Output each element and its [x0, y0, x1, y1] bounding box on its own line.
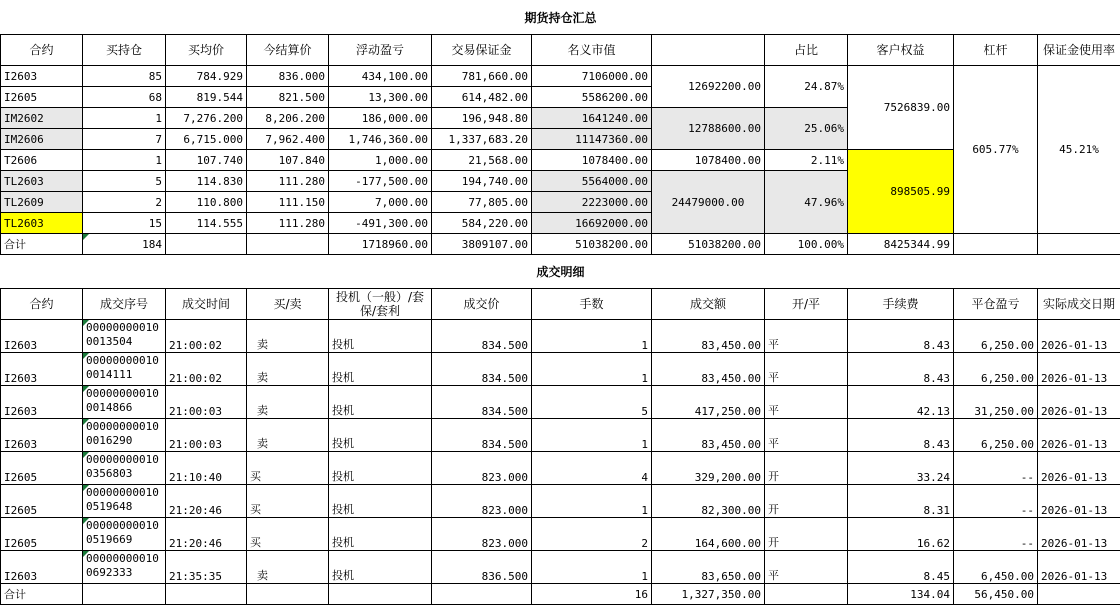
equity-cell: 7526839.00: [848, 66, 954, 150]
empty-cell: [83, 584, 166, 605]
type-cell: 投机: [329, 386, 432, 419]
contract-cell: I2605: [1, 87, 83, 108]
contract-cell: T2606: [1, 150, 83, 171]
side-cell: 买: [247, 518, 329, 551]
notional-cell: 1641240.00: [532, 108, 652, 129]
fee-cell: 8.43: [848, 320, 954, 353]
avg-cell: 784.929: [166, 66, 247, 87]
qty-cell: 1: [83, 150, 166, 171]
pnl-cell: 6,250.00: [954, 320, 1038, 353]
col-header: 平仓盈亏: [954, 289, 1038, 320]
contract-cell: I2605: [1, 485, 83, 518]
total-row: [1, 234, 1120, 255]
group-ratio: 2.11%: [765, 150, 848, 171]
qty-cell: 85: [83, 66, 166, 87]
col-header: 买均价: [166, 35, 247, 66]
col-header: 成交序号: [83, 289, 166, 320]
pnl-cell: 6,250.00: [954, 419, 1038, 452]
col-header: 浮动盈亏: [329, 35, 432, 66]
col-header: 杠杆: [954, 35, 1038, 66]
contract-cell: IM2606: [1, 129, 83, 150]
contract-cell: I2603: [1, 551, 83, 584]
margin-cell: 196,948.80: [432, 108, 532, 129]
lots-cell: 4: [532, 452, 652, 485]
col-header: 手续费: [848, 289, 954, 320]
amount-cell: 83,450.00: [652, 419, 765, 452]
time-cell: 21:35:35: [166, 551, 247, 584]
col-header: 投机（一般）/套保/套利: [329, 289, 432, 320]
price-cell: 823.000: [432, 485, 532, 518]
total-amount: 1,327,350.00: [652, 584, 765, 605]
fee-cell: 42.13: [848, 386, 954, 419]
contract-cell: I2603: [1, 320, 83, 353]
amount-cell: 83,450.00: [652, 353, 765, 386]
lots-cell: 5: [532, 386, 652, 419]
table-row: [1, 419, 1120, 452]
pnl-cell: -177,500.00: [329, 171, 432, 192]
deals-table: [0, 255, 1120, 605]
side-cell: 卖: [247, 386, 329, 419]
avg-cell: 114.555: [166, 213, 247, 234]
margin-cell: 194,740.00: [432, 171, 532, 192]
qty-cell: 15: [83, 213, 166, 234]
margin-cell: 1,337,683.20: [432, 129, 532, 150]
fee-cell: 8.45: [848, 551, 954, 584]
fee-cell: 8.43: [848, 419, 954, 452]
settle-cell: 8,206.200: [247, 108, 329, 129]
oc-cell: 平: [765, 320, 848, 353]
empty-cell: [166, 234, 247, 255]
amount-cell: 164,600.00: [652, 518, 765, 551]
total-fee: 134.04: [848, 584, 954, 605]
pnl-cell: --: [954, 518, 1038, 551]
type-cell: 投机: [329, 452, 432, 485]
amount-cell: 83,450.00: [652, 320, 765, 353]
pnl-cell: 31,250.00: [954, 386, 1038, 419]
price-cell: 834.500: [432, 353, 532, 386]
empty-cell: [166, 584, 247, 605]
total-ratio: 100.00%: [765, 234, 848, 255]
notional-cell: 2223000.00: [532, 192, 652, 213]
settle-cell: 821.500: [247, 87, 329, 108]
notional-cell: 5564000.00: [532, 171, 652, 192]
col-header: 客户权益: [848, 35, 954, 66]
margin-cell: 77,805.00: [432, 192, 532, 213]
table-row: [1, 150, 1120, 171]
col-header: [652, 35, 765, 66]
date-cell: 2026-01-13: [1038, 353, 1120, 386]
pnl-cell: --: [954, 452, 1038, 485]
total-lots: 16: [532, 584, 652, 605]
seq-cell: 000000000100014111: [83, 353, 166, 386]
date-cell: 2026-01-13: [1038, 518, 1120, 551]
contract-cell: I2603: [1, 419, 83, 452]
empty-cell: [247, 234, 329, 255]
avg-cell: 107.740: [166, 150, 247, 171]
settle-cell: 836.000: [247, 66, 329, 87]
settle-cell: 111.280: [247, 171, 329, 192]
group-ratio: 25.06%: [765, 108, 848, 150]
col-header: 合约: [1, 289, 83, 320]
group-ratio: 47.96%: [765, 171, 848, 234]
empty-cell: [432, 584, 532, 605]
total-pnl: 1718960.00: [329, 234, 432, 255]
side-cell: 买: [247, 452, 329, 485]
empty-cell: [765, 584, 848, 605]
contract-cell: TL2603: [1, 213, 83, 234]
col-header: 买持仓: [83, 35, 166, 66]
total-notional: 51038200.00: [532, 234, 652, 255]
pnl-cell: --: [954, 485, 1038, 518]
fee-cell: 33.24: [848, 452, 954, 485]
amount-cell: 82,300.00: [652, 485, 765, 518]
positions-title: 期货持仓汇总: [1, 0, 1120, 35]
date-cell: 2026-01-13: [1038, 485, 1120, 518]
settle-cell: 7,962.400: [247, 129, 329, 150]
price-cell: 834.500: [432, 419, 532, 452]
seq-cell: 000000000100519648: [83, 485, 166, 518]
avg-cell: 6,715.000: [166, 129, 247, 150]
table-row: [1, 452, 1120, 485]
seq-cell: 000000000100016290: [83, 419, 166, 452]
amount-cell: 417,250.00: [652, 386, 765, 419]
col-header: 保证金使用率: [1038, 35, 1120, 66]
oc-cell: 平: [765, 353, 848, 386]
table-row: [1, 66, 1120, 87]
time-cell: 21:20:46: [166, 485, 247, 518]
time-cell: 21:00:02: [166, 320, 247, 353]
col-header: 手数: [532, 289, 652, 320]
seq-cell: 000000000100692333: [83, 551, 166, 584]
lots-cell: 1: [532, 551, 652, 584]
lots-cell: 1: [532, 485, 652, 518]
table-row: [1, 320, 1120, 353]
price-cell: 823.000: [432, 452, 532, 485]
col-header: 成交价: [432, 289, 532, 320]
col-header: 名义市值: [532, 35, 652, 66]
lots-cell: 1: [532, 320, 652, 353]
lots-cell: 1: [532, 353, 652, 386]
qty-cell: 68: [83, 87, 166, 108]
contract-cell: I2605: [1, 452, 83, 485]
seq-cell: 000000000100356803: [83, 452, 166, 485]
contract-cell: TL2609: [1, 192, 83, 213]
col-header: 成交时间: [166, 289, 247, 320]
contract-cell: I2605: [1, 518, 83, 551]
settle-cell: 107.840: [247, 150, 329, 171]
pnl-cell: 13,300.00: [329, 87, 432, 108]
avg-cell: 110.800: [166, 192, 247, 213]
empty-cell: [247, 584, 329, 605]
col-header: 今结算价: [247, 35, 329, 66]
col-header: 合约: [1, 35, 83, 66]
fee-cell: 16.62: [848, 518, 954, 551]
empty-cell: [329, 584, 432, 605]
contract-cell: I2603: [1, 353, 83, 386]
group-subtotal: 12692200.00: [652, 66, 765, 108]
notional-cell: 7106000.00: [532, 66, 652, 87]
side-cell: 卖: [247, 419, 329, 452]
table-row: [1, 551, 1120, 584]
price-cell: 834.500: [432, 386, 532, 419]
positions-header-row: [1, 35, 1120, 66]
seq-cell: 000000000100014866: [83, 386, 166, 419]
empty-cell: [1038, 584, 1120, 605]
col-header: 成交额: [652, 289, 765, 320]
margin-usage-cell: 45.21%: [1038, 66, 1120, 234]
time-cell: 21:00:02: [166, 353, 247, 386]
date-cell: 2026-01-13: [1038, 386, 1120, 419]
type-cell: 投机: [329, 551, 432, 584]
oc-cell: 开: [765, 452, 848, 485]
oc-cell: 平: [765, 386, 848, 419]
total-qty: 184: [83, 234, 166, 255]
price-cell: 823.000: [432, 518, 532, 551]
table-row: [1, 485, 1120, 518]
margin-cell: 21,568.00: [432, 150, 532, 171]
lots-cell: 1: [532, 419, 652, 452]
pnl-cell: -491,300.00: [329, 213, 432, 234]
total-equity: 8425344.99: [848, 234, 954, 255]
group-ratio: 24.87%: [765, 66, 848, 108]
type-cell: 投机: [329, 419, 432, 452]
type-cell: 投机: [329, 320, 432, 353]
qty-cell: 5: [83, 171, 166, 192]
price-cell: 836.500: [432, 551, 532, 584]
oc-cell: 平: [765, 419, 848, 452]
seq-cell: 000000000100013504: [83, 320, 166, 353]
pnl-cell: 6,450.00: [954, 551, 1038, 584]
group-subtotal: 1078400.00: [652, 150, 765, 171]
type-cell: 投机: [329, 353, 432, 386]
amount-cell: 329,200.00: [652, 452, 765, 485]
total-pnl: 56,450.00: [954, 584, 1038, 605]
col-header: 买/卖: [247, 289, 329, 320]
total-margin: 3809107.00: [432, 234, 532, 255]
type-cell: 投机: [329, 485, 432, 518]
empty-cell: [954, 234, 1038, 255]
notional-cell: 5586200.00: [532, 87, 652, 108]
date-cell: 2026-01-13: [1038, 320, 1120, 353]
table-row: [1, 386, 1120, 419]
margin-cell: 614,482.00: [432, 87, 532, 108]
lots-cell: 2: [532, 518, 652, 551]
time-cell: 21:00:03: [166, 386, 247, 419]
oc-cell: 平: [765, 551, 848, 584]
side-cell: 卖: [247, 551, 329, 584]
settle-cell: 111.280: [247, 213, 329, 234]
margin-cell: 781,660.00: [432, 66, 532, 87]
total-label: 合计: [1, 584, 83, 605]
time-cell: 21:00:03: [166, 419, 247, 452]
notional-cell: 1078400.00: [532, 150, 652, 171]
fee-cell: 8.31: [848, 485, 954, 518]
table-row: [1, 353, 1120, 386]
pnl-cell: 1,746,360.00: [329, 129, 432, 150]
contract-cell: IM2602: [1, 108, 83, 129]
price-cell: 834.500: [432, 320, 532, 353]
date-cell: 2026-01-13: [1038, 551, 1120, 584]
avg-cell: 7,276.200: [166, 108, 247, 129]
side-cell: 卖: [247, 353, 329, 386]
positions-table: [0, 0, 1120, 255]
pnl-cell: 1,000.00: [329, 150, 432, 171]
fee-cell: 8.43: [848, 353, 954, 386]
side-cell: 买: [247, 485, 329, 518]
settle-cell: 111.150: [247, 192, 329, 213]
contract-cell: I2603: [1, 386, 83, 419]
pnl-cell: 186,000.00: [329, 108, 432, 129]
qty-cell: 2: [83, 192, 166, 213]
table-row: [1, 518, 1120, 551]
total-subtotal: 51038200.00: [652, 234, 765, 255]
type-cell: 投机: [329, 518, 432, 551]
time-cell: 21:10:40: [166, 452, 247, 485]
col-header: 交易保证金: [432, 35, 532, 66]
group-subtotal: 12788600.00: [652, 108, 765, 150]
contract-cell: TL2603: [1, 171, 83, 192]
side-cell: 卖: [247, 320, 329, 353]
empty-cell: [1038, 234, 1120, 255]
amount-cell: 83,650.00: [652, 551, 765, 584]
pnl-cell: 7,000.00: [329, 192, 432, 213]
pnl-cell: 434,100.00: [329, 66, 432, 87]
seq-cell: 000000000100519669: [83, 518, 166, 551]
oc-cell: 开: [765, 518, 848, 551]
notional-cell: 16692000.00: [532, 213, 652, 234]
margin-cell: 584,220.00: [432, 213, 532, 234]
deals-title: 成交明细: [1, 255, 1120, 289]
avg-cell: 819.544: [166, 87, 247, 108]
equity-cell: 898505.99: [848, 150, 954, 234]
oc-cell: 开: [765, 485, 848, 518]
pnl-cell: 6,250.00: [954, 353, 1038, 386]
deals-total-row: [1, 584, 1120, 605]
col-header: 开/平: [765, 289, 848, 320]
qty-cell: 1: [83, 108, 166, 129]
deals-header-row: [1, 289, 1120, 320]
contract-cell: I2603: [1, 66, 83, 87]
time-cell: 21:20:46: [166, 518, 247, 551]
group-subtotal: 24479000.00: [652, 171, 765, 234]
col-header: 占比: [765, 35, 848, 66]
avg-cell: 114.830: [166, 171, 247, 192]
col-header: 实际成交日期: [1038, 289, 1120, 320]
total-label: 合计: [1, 234, 83, 255]
qty-cell: 7: [83, 129, 166, 150]
date-cell: 2026-01-13: [1038, 452, 1120, 485]
date-cell: 2026-01-13: [1038, 419, 1120, 452]
leverage-cell: 605.77%: [954, 66, 1038, 234]
notional-cell: 11147360.00: [532, 129, 652, 150]
